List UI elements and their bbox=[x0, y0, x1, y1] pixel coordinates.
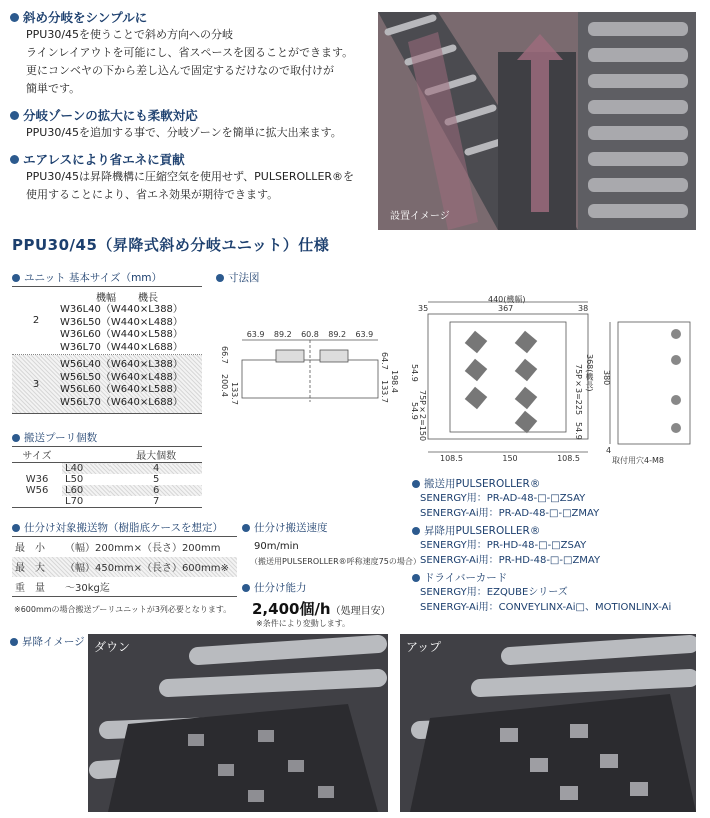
top-width-dim: 440(機幅) bbox=[488, 295, 526, 304]
bullet-icon bbox=[412, 527, 420, 535]
group-label: 2 bbox=[32, 315, 40, 326]
point-1-body: PPU30/45を使うことで斜め方向への分岐 ラインレイアウトを可能にし、省スペースを図ることができます。 更にコンベヤの下から差し込んで固定するだけなので取付けが 簡単です。 bbox=[26, 28, 354, 95]
bullet-icon bbox=[242, 524, 250, 532]
table-row: W36 W56 L40 4 bbox=[12, 463, 202, 475]
point-3-heading: エアレスにより省エネに貢献 bbox=[10, 150, 370, 168]
top-view-drawing bbox=[410, 294, 600, 464]
pulley-heading: 搬送プーリ個数 bbox=[12, 430, 97, 445]
top-right-dim: 368(機長) bbox=[585, 354, 594, 392]
sorting-heading: 仕分け対象搬送物（樹脂底ケースを想定） bbox=[12, 520, 223, 535]
down-label: ダウン bbox=[94, 640, 131, 654]
top-right-offset: 38 bbox=[578, 304, 589, 313]
capacity-line bbox=[252, 598, 391, 619]
bullet-icon bbox=[216, 274, 224, 282]
top-right-dim: 75P×3=225 bbox=[574, 364, 583, 416]
up-label: アップ bbox=[406, 640, 442, 654]
unit-size-group-3 bbox=[12, 355, 202, 413]
lift-up-graphic bbox=[400, 634, 696, 812]
capacity-value: 2,400個/h bbox=[252, 600, 331, 618]
mounting-hole-note: 取付用穴4-M8 bbox=[612, 456, 664, 465]
top-bottom-dims: 108.5 150 108.5 bbox=[440, 454, 580, 463]
dimension-heading: 寸法図 bbox=[216, 270, 260, 285]
transport-heading: 搬送用PULSEROLLER® bbox=[412, 476, 704, 491]
pulley-header-row: サイズ 最大個数 bbox=[12, 447, 202, 463]
sorting-note: ※600mmの場合搬送プーリユニットが3列必要となります。 bbox=[14, 605, 232, 614]
bullet-icon bbox=[10, 155, 19, 164]
lift-heading: 昇降用PULSEROLLER® bbox=[412, 523, 704, 538]
front-right-dim: 133.7 bbox=[380, 380, 389, 403]
capacity-note: ※条件により変動します。 bbox=[256, 619, 351, 628]
pulley-table bbox=[12, 446, 202, 508]
unit-size-table bbox=[12, 286, 202, 414]
unit-size-rows: W36L40（W440×L388） W36L50（W440×L488） W36L60（W440×L588） W36L70（W440×L688） bbox=[60, 304, 183, 353]
side-view-drawing bbox=[606, 310, 706, 460]
point-1-heading: 斜め分岐をシンプルに bbox=[10, 8, 370, 26]
top-inner-dim: 367 bbox=[498, 304, 514, 313]
bullet-icon bbox=[10, 13, 19, 22]
driver-heading: ドライバーカード bbox=[412, 570, 704, 585]
point-2-heading: 分岐ゾーンの拡大にも柔軟対応 bbox=[10, 106, 370, 124]
bullet-icon bbox=[242, 584, 250, 592]
installation-caption: 設置イメージ bbox=[390, 211, 450, 222]
unit-size-heading: ユニット 基本サイズ（mm） bbox=[12, 270, 162, 285]
speed-heading: 仕分け搬送速度 bbox=[242, 520, 328, 535]
capacity-suffix: （処理目安） bbox=[330, 606, 391, 617]
top-right-dim: 54.9 bbox=[574, 422, 583, 440]
installation-photo bbox=[378, 12, 696, 230]
unit-size-group-2 bbox=[12, 287, 202, 355]
side-offset-dim: 4 bbox=[606, 446, 612, 455]
dimension-side-view bbox=[602, 310, 706, 470]
spec-title: PPU30/45（昇降式斜め分岐ユニット）仕様 bbox=[12, 236, 330, 254]
dimension-front-view bbox=[220, 330, 402, 410]
front-left-dim: 133.7 bbox=[230, 382, 239, 405]
lift-image-heading: 昇降イメージ bbox=[10, 634, 85, 649]
top-left-dim: 54.9 bbox=[410, 402, 419, 420]
table-row: L60 6 bbox=[12, 485, 202, 496]
pulseroller-section bbox=[412, 476, 704, 615]
unit-size-col-headers: 機幅 機長 bbox=[96, 293, 158, 304]
unit-size-rows: W56L40（W640×L388） W56L50（W640×L488） W56L60（W640×L588） W56L70（W640×L688） bbox=[60, 359, 183, 408]
front-left-dim: 200.4 bbox=[220, 374, 229, 397]
driver-list: SENERGY用：EZQUBEシリーズ SENERGY-Ai用：CONVEYLINX-Ai□、MOTIONLINX-Ai bbox=[420, 587, 672, 613]
intro-section bbox=[10, 8, 370, 204]
lift-list: SENERGY用：PR-HD-48-□-□ZSAY SENERGY-Ai用：PR-HD-48-□-□ZMAY bbox=[420, 540, 601, 566]
group-label: 3 bbox=[32, 378, 40, 390]
front-right-dim: 64.7 bbox=[380, 352, 389, 370]
point-3-body: PPU30/45は昇降機構に圧縮空気を使用せず、PULSEROLLER®を 使用することにより、省エネ効果が期待できます。 bbox=[26, 170, 355, 201]
bullet-icon bbox=[412, 480, 420, 488]
capacity-heading: 仕分け能力 bbox=[242, 580, 307, 595]
installation-photo-graphic bbox=[378, 12, 696, 230]
speed-note: （搬送用PULSEROLLER®呼称速度75の場合） bbox=[250, 557, 421, 566]
sorting-table bbox=[12, 536, 237, 597]
front-top-dims: 63.9 89.2 60.8 89.2 63.9 bbox=[246, 330, 374, 339]
lift-up-photo bbox=[400, 634, 696, 812]
bullet-icon bbox=[412, 574, 420, 582]
bullet-icon bbox=[12, 524, 20, 532]
bullet-icon bbox=[10, 638, 18, 646]
front-right-dim: 198.4 bbox=[390, 370, 399, 393]
bullet-icon bbox=[12, 274, 20, 282]
point-2-body: PPU30/45を追加する事で、分岐ゾーンを簡単に拡大出来ます。 bbox=[26, 126, 342, 139]
bullet-icon bbox=[12, 434, 20, 442]
lift-down-graphic bbox=[88, 634, 388, 812]
transport-list: SENERGY用：PR-AD-48-□-□ZSAY SENERGY-Ai用：PR-AD-48-□-□ZMAY bbox=[420, 493, 600, 519]
side-height-dim: 380 bbox=[602, 370, 611, 386]
dimension-top-view bbox=[410, 294, 600, 464]
top-left-offset: 35 bbox=[418, 304, 429, 313]
table-row: 最 大 （幅）450mm×（長さ）600mm※ bbox=[12, 557, 237, 577]
table-row: L50 5 bbox=[65, 474, 160, 485]
front-left-dim: 66.7 bbox=[220, 346, 229, 364]
front-view-drawing bbox=[220, 330, 402, 410]
lift-down-photo bbox=[88, 634, 388, 812]
table-row: L70 7 bbox=[65, 496, 160, 507]
speed-value: 90m/min bbox=[254, 541, 299, 552]
top-left-dim: 54.9 bbox=[410, 364, 419, 382]
table-row: 最 小 （幅）200mm×（長さ）200mm bbox=[15, 543, 221, 555]
table-row: 重 量 ～30kg迄 bbox=[15, 582, 110, 594]
bullet-icon bbox=[10, 111, 19, 120]
top-left-dim: 75P×2=150 bbox=[418, 390, 427, 442]
